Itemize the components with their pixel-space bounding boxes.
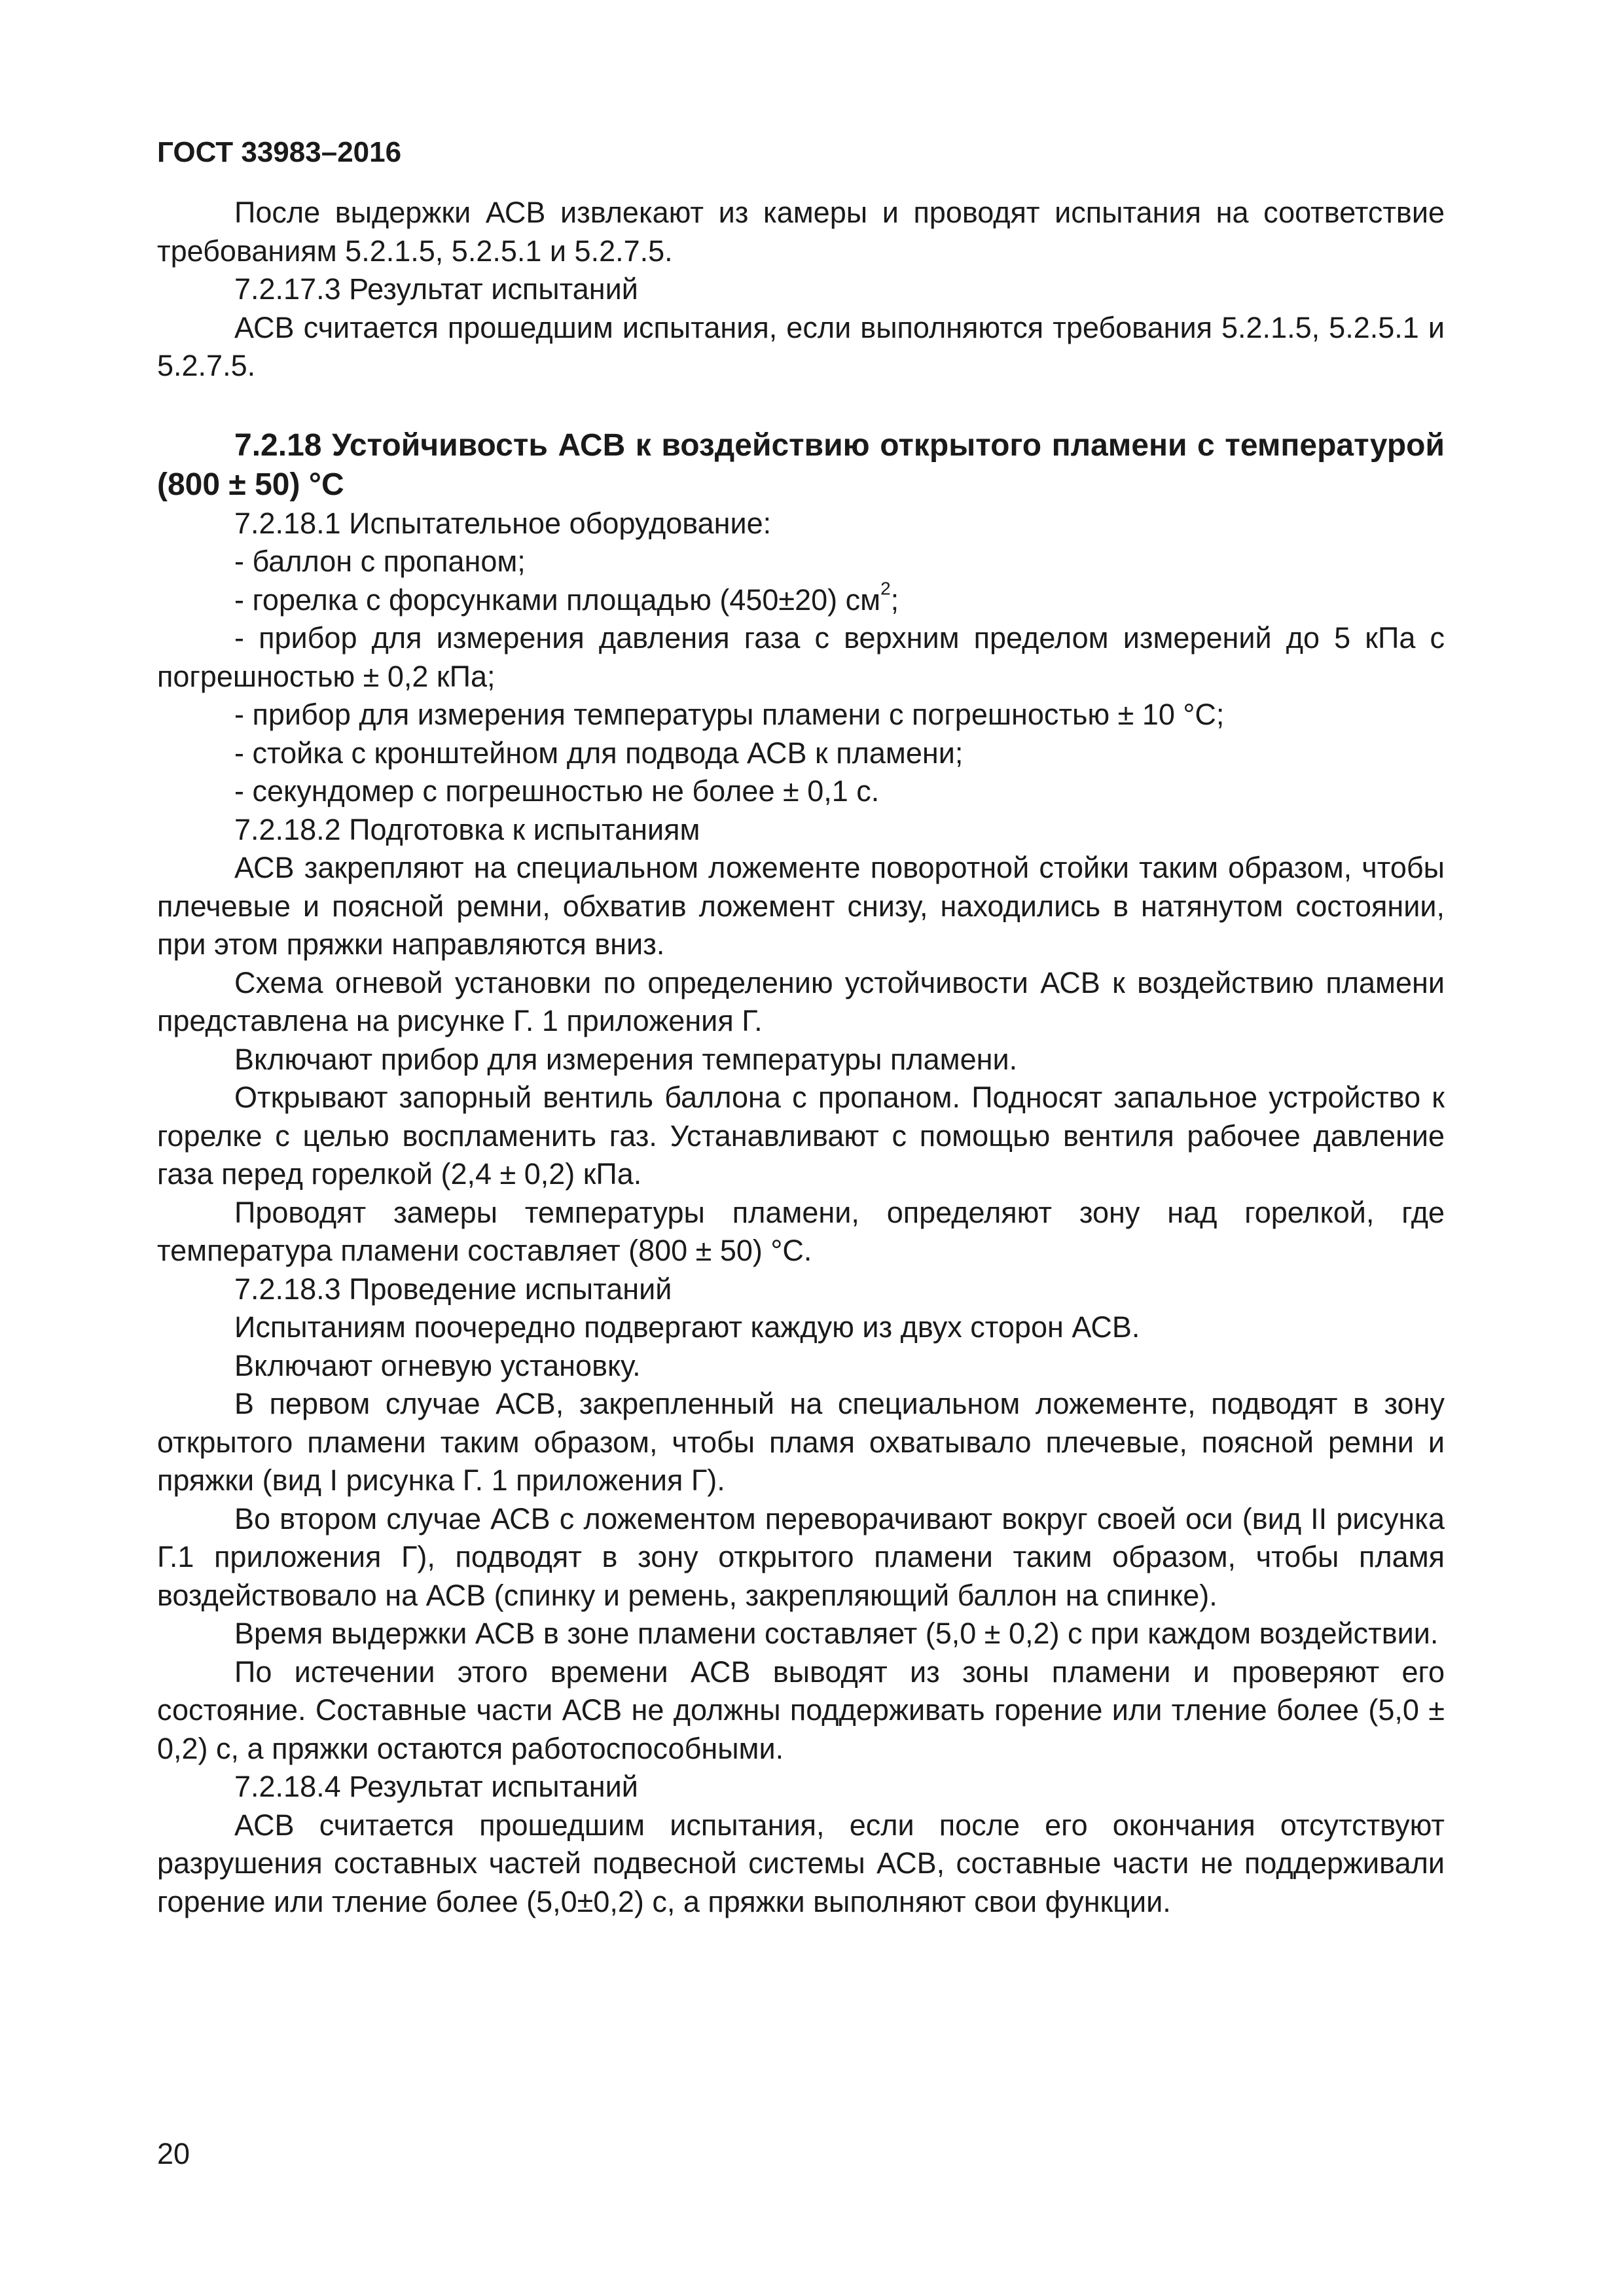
subsection-title: 7.2.18.1 Испытательное оборудование: (234, 506, 772, 540)
list-item: - баллон с пропаном; (234, 545, 526, 578)
paragraph: Время выдержки АСВ в зоне пламени составляет (5,0 ± 0,2) с при каждом воздействии. (234, 1617, 1439, 1650)
list-item: - прибор для измерения давления газа с верхним пределом измерений до 5 кПа с погрешностью ± 0,2 кПа; (157, 621, 1445, 693)
paragraph: АСВ считается прошедшим испытания, если после его окончания отсутствуют разрушения составных частей подвесной системы АСВ, составные части не поддерживали горение или тление более (5,0±0,2) с, а пряжки выполняют свои функции. (157, 1808, 1445, 1918)
subsection-title: 7.2.18.4 Результат испытаний (234, 1770, 638, 1803)
document-header: ГОСТ 33983–2016 (157, 136, 402, 168)
paragraph: Открывают запорный вентиль баллона с пропаном. Подносят запальное устройство к горелке с целью воспламенить газ. Устанавливают с помощью вентиля рабочее давление газа перед горелкой (2,4 ± 0,2) кПа. (157, 1081, 1445, 1191)
paragraph: В первом случае АСВ, закрепленный на специальном ложементе, подводят в зону открытого пламени таким образом, чтобы пламя охватывало плечевые, поясной ремни и пряжки (вид I рисунка Г. 1 приложения Г). (157, 1387, 1445, 1497)
superscript: 2 (880, 577, 891, 598)
subsection-title: 7.2.18.3 Проведение испытаний (234, 1272, 672, 1306)
paragraph: После выдержки АСВ извлекают из камеры и проводят испытания на соответствие требованиям 5.2.1.5, 5.2.5.1 и 5.2.7.5. (157, 196, 1445, 268)
paragraph: Во втором случае АСВ с ложементом переворачивают вокруг своей оси (вид II рисунка Г.1 приложения Г), подводят в зону открытого пламени таким образом, чтобы пламя воздействовало на АСВ (спинку и ремень, закрепляющий баллон на спинке). (157, 1501, 1445, 1612)
list-item: - секундомер с погрешностью не более ± 0,1 с. (234, 774, 880, 808)
paragraph: АСВ считается прошедшим испытания, если выполняются требования 5.2.1.5, 5.2.5.1 и 5.2.7.5. (157, 310, 1445, 382)
subsection-title: 7.2.17.3 Результат испытаний (234, 272, 638, 306)
page-number: 20 (157, 2137, 190, 2170)
paragraph: Схема огневой установки по определению устойчивости АСВ к воздействию пламени представлена на рисунке Г. 1 приложения Г. (157, 965, 1445, 1037)
section-heading: 7.2.18 Устойчивость АСВ к воздействию открытого пламени с температурой (800 ± 50) °С (157, 427, 1445, 502)
subsection-title: 7.2.18.2 Подготовка к испытаниям (234, 812, 700, 846)
list-item: - прибор для измерения температуры пламени с погрешностью ± 10 °С; (234, 698, 1225, 731)
list-item-tail: ; (890, 583, 899, 617)
list-item (157, 577, 1445, 620)
paragraph: АСВ закрепляют на специальном ложементе поворотной стойки таким образом, чтобы плечевые и поясной ремни, обхватив ложемент снизу, находились в натянутом состоянии, при этом пряжки направляются вниз. (157, 851, 1445, 961)
paragraph: По истечении этого времени АСВ выводят из зоны пламени и проверяют его состояние. Составные части АСВ не должны поддерживать горение или тление более (5,0 ± 0,2) с, а пряжки остаются работоспособными. (157, 1655, 1445, 1765)
paragraph: Включают огневую установку. (234, 1348, 641, 1382)
paragraph: Испытаниям поочередно подвергают каждую из двух сторон АСВ. (234, 1310, 1140, 1344)
list-item: - стойка с кронштейном для подвода АСВ к пламени; (234, 736, 964, 770)
paragraph: Проводят замеры температуры пламени, определяют зону над горелкой, где температура пламени составляет (800 ± 50) °С. (157, 1195, 1445, 1267)
paragraph: Включают прибор для измерения температуры пламени. (234, 1042, 1018, 1076)
document-body (157, 194, 1445, 1921)
list-item-text: - горелка с форсунками площадью (450±20) см (234, 583, 881, 617)
